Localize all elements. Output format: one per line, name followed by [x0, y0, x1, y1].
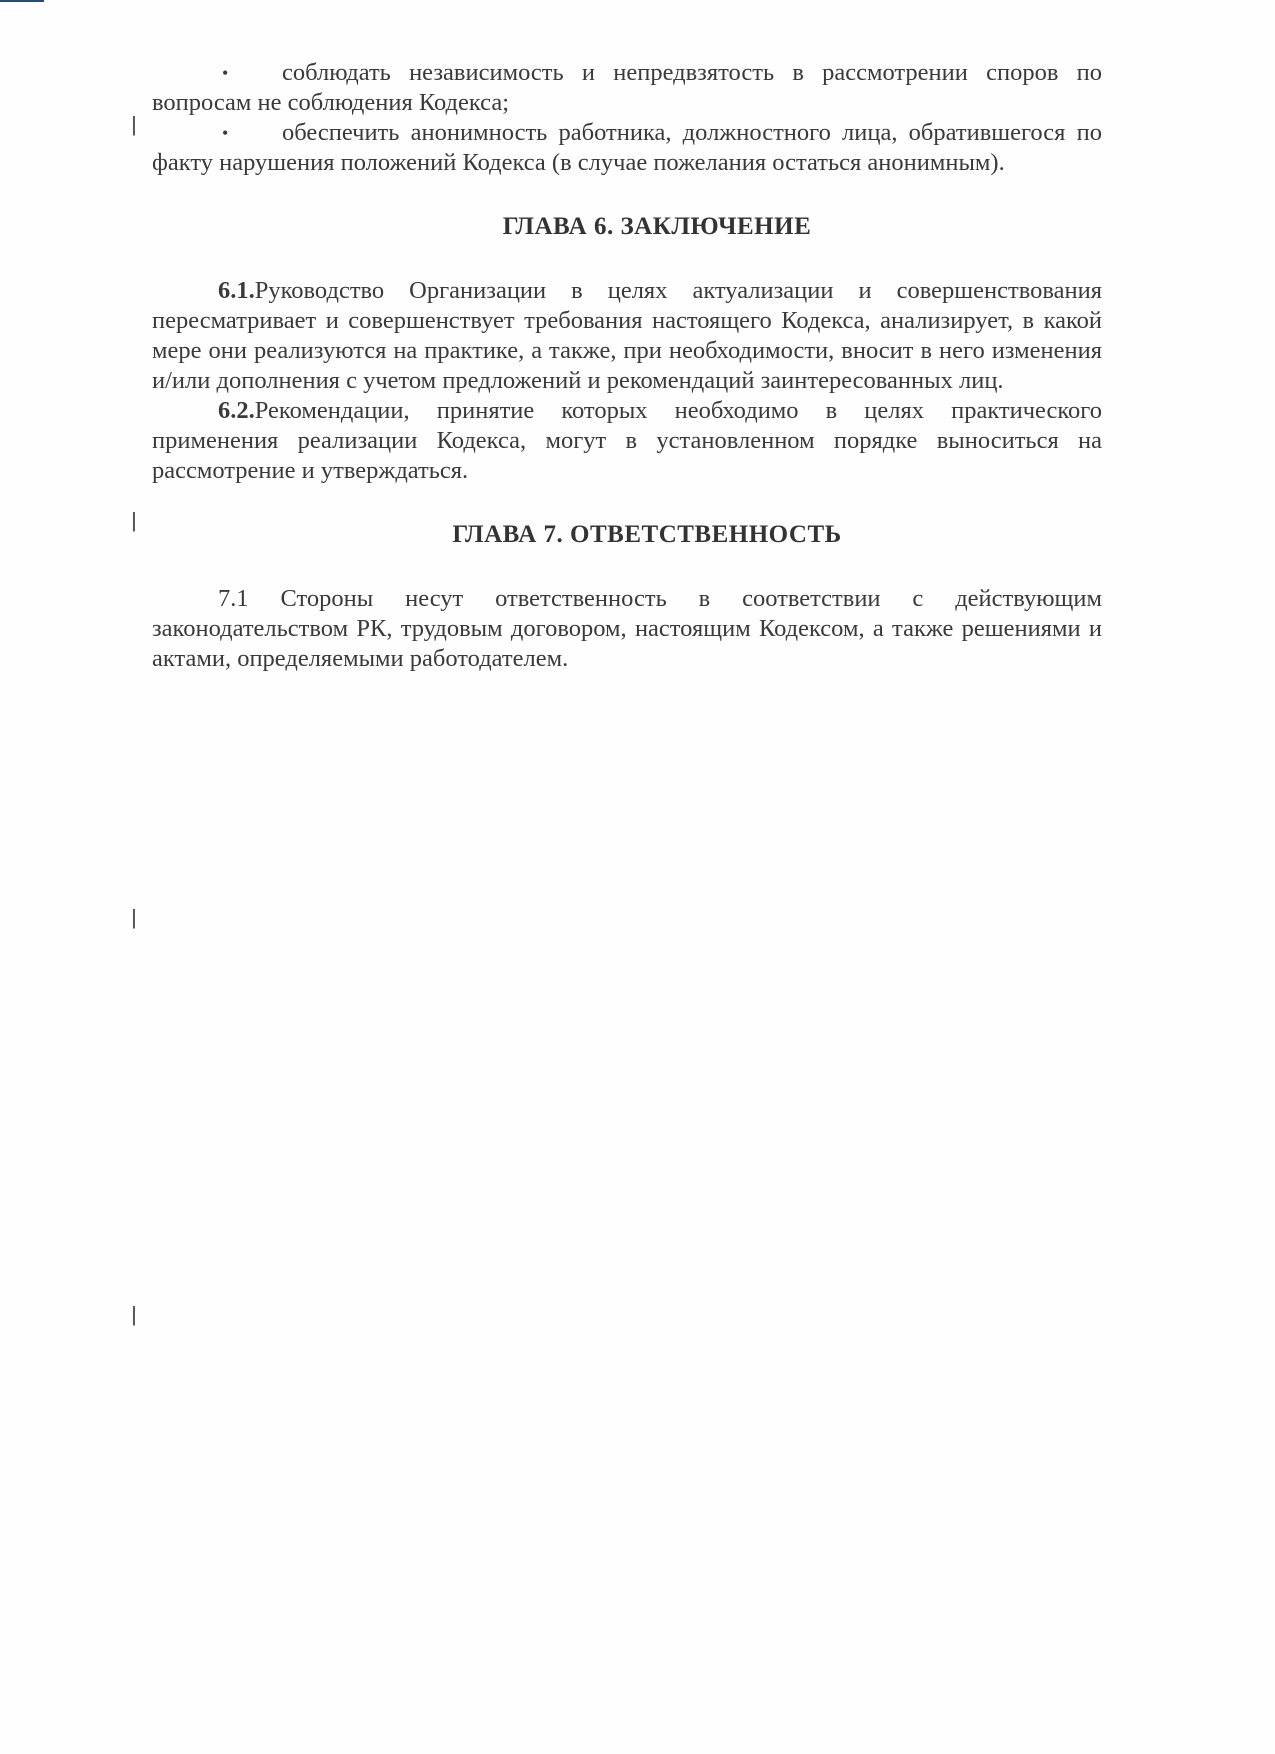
- margin-mark: ǀ: [131, 905, 137, 929]
- bullet-item: [152, 118, 1102, 178]
- chapter-6-heading: ГЛАВА 6. ЗАКЛЮЧЕНИЕ: [502, 213, 812, 240]
- margin-mark: ǀ: [131, 1302, 137, 1326]
- bullet-icon: •: [222, 123, 229, 143]
- scan-corner-mark: [0, 0, 44, 2]
- clause-text: Рекомендации, принятие которых необходимо в целях практического применения реализации Кодекса, могут в установленном порядке выноситься на рассмотрение и утверждаться.: [152, 397, 1102, 484]
- bullet-icon: •: [222, 63, 229, 83]
- clause-number: 6.2.: [218, 397, 255, 424]
- bullet-text: обеспечить анонимность работника, должностного лица, обратившегося по факту нарушения положений Кодекса (в случае пожелания остаться анонимным).: [152, 119, 1102, 176]
- clause-number: 6.1.: [218, 277, 255, 304]
- document-content: [152, 58, 1102, 674]
- margin-mark: ǀ: [131, 112, 137, 136]
- margin-mark: ǀ: [131, 508, 137, 532]
- paragraph-6-2: [152, 396, 1102, 486]
- clause-text: 7.1 Стороны несут ответственность в соответствии с действующим законодательством РК, трудовым договором, настоящим Кодексом, а также решениями и актами, определяемыми работодателем.: [152, 585, 1102, 672]
- paragraph-7-1: [152, 584, 1102, 674]
- bullet-text: соблюдать независимость и непредвзятость в рассмотрении споров по вопросам не соблюдения Кодекса;: [152, 59, 1102, 116]
- clause-text: Руководство Организации в целях актуализации и совершенствования пересматривает и совершенствует требования настоящего Кодекса, анализирует, в какой мере они реализуются на практике, а также, при необходимости, вносит в него изменения и/или дополнения с учетом предложений и рекомендаций заинтересованных лиц.: [152, 277, 1102, 394]
- chapter-7-heading: ГЛАВА 7. ОТВЕТСТВЕННОСТЬ: [452, 521, 842, 548]
- paragraph-6-1: [152, 276, 1102, 396]
- bullet-item: [152, 58, 1102, 118]
